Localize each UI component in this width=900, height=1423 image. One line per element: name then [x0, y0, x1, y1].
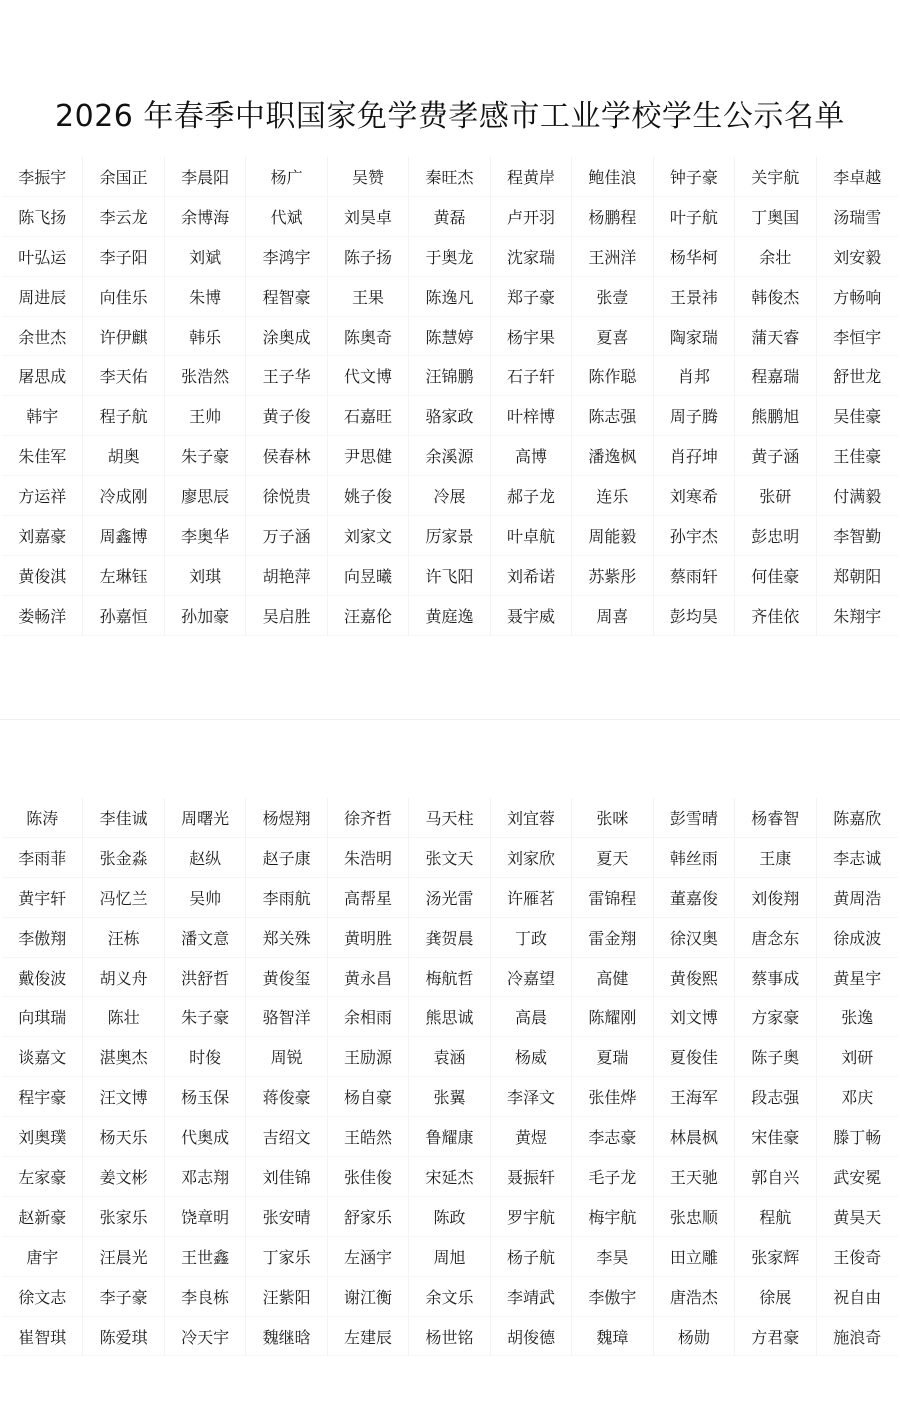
student-name-cell: 向琪瑞 — [2, 997, 83, 1037]
student-name-cell: 胡艳萍 — [246, 556, 327, 596]
student-name-cell: 汪锦鹏 — [409, 356, 490, 396]
student-name-cell: 周能毅 — [572, 516, 653, 556]
student-name-cell: 夏喜 — [572, 317, 653, 357]
student-name-cell: 徐文志 — [2, 1277, 83, 1317]
student-name-cell: 段志强 — [735, 1077, 816, 1117]
student-name-cell: 周曙光 — [165, 798, 246, 838]
student-name-cell: 朱博 — [165, 277, 246, 317]
student-name-cell: 廖思辰 — [165, 476, 246, 516]
student-name-cell: 张逸 — [817, 997, 898, 1037]
student-name-cell: 代斌 — [246, 197, 327, 237]
student-name-cell: 石子轩 — [491, 356, 572, 396]
student-name-cell: 肖孖坤 — [654, 436, 735, 476]
student-name-cell: 李云龙 — [83, 197, 164, 237]
student-name-cell: 刘奥璞 — [2, 1117, 83, 1157]
student-name-cell: 陶家瑞 — [654, 317, 735, 357]
student-name-cell: 时俊 — [165, 1037, 246, 1077]
student-name-cell: 潘逸枫 — [572, 436, 653, 476]
student-name-cell: 夏俊佳 — [654, 1037, 735, 1077]
student-name-cell: 侯春林 — [246, 436, 327, 476]
student-name-cell: 王皓然 — [328, 1117, 409, 1157]
student-name-cell: 宋延杰 — [409, 1157, 490, 1197]
student-name-cell: 魏璋 — [572, 1317, 653, 1357]
student-name-cell: 余相雨 — [328, 997, 409, 1037]
student-name-cell: 谈嘉文 — [2, 1037, 83, 1077]
student-name-cell: 戴俊波 — [2, 958, 83, 998]
student-name-cell: 刘家欣 — [491, 838, 572, 878]
student-name-cell: 吴赞 — [328, 157, 409, 197]
student-name-cell: 方畅响 — [817, 277, 898, 317]
student-name-cell: 王康 — [735, 838, 816, 878]
student-name-cell: 方君豪 — [735, 1317, 816, 1357]
student-name-cell: 胡俊德 — [491, 1317, 572, 1357]
student-name-cell: 李傲宇 — [572, 1277, 653, 1317]
student-name-cell: 李志诚 — [817, 838, 898, 878]
student-name-cell: 张金淼 — [83, 838, 164, 878]
student-name-cell: 王洲洋 — [572, 237, 653, 277]
student-name-cell: 雷锦程 — [572, 878, 653, 918]
student-name-cell: 尹思健 — [328, 436, 409, 476]
student-name-cell: 高健 — [572, 958, 653, 998]
student-name-cell: 张文天 — [409, 838, 490, 878]
student-name-cell: 刘宜蓉 — [491, 798, 572, 838]
student-name-cell: 李卓越 — [817, 157, 898, 197]
student-name-cell: 余文乐 — [409, 1277, 490, 1317]
student-name-cell: 刘昊卓 — [328, 197, 409, 237]
student-name-cell: 黄宇轩 — [2, 878, 83, 918]
student-name-cell: 舒家乐 — [328, 1197, 409, 1237]
student-name-cell: 张家辉 — [735, 1237, 816, 1277]
student-name-cell: 刘研 — [817, 1037, 898, 1077]
student-name-cell: 蔡雨轩 — [654, 556, 735, 596]
student-name-cell: 舒世龙 — [817, 356, 898, 396]
student-name-cell: 王天驰 — [654, 1157, 735, 1197]
student-name-cell: 聂宇威 — [491, 596, 572, 636]
student-name-cell: 许伊麒 — [83, 317, 164, 357]
student-name-cell: 郑子豪 — [491, 277, 572, 317]
student-name-cell: 吉绍文 — [246, 1117, 327, 1157]
student-name-cell: 陈子扬 — [328, 237, 409, 277]
student-name-cell: 洪舒哲 — [165, 958, 246, 998]
student-name-cell: 唐念东 — [735, 918, 816, 958]
student-name-cell: 黄俊玺 — [246, 958, 327, 998]
student-name-cell: 张壹 — [572, 277, 653, 317]
student-name-cell: 董嘉俊 — [654, 878, 735, 918]
student-name-cell: 韩乐 — [165, 317, 246, 357]
student-name-cell: 刘斌 — [165, 237, 246, 277]
student-name-cell: 程黄岸 — [491, 157, 572, 197]
student-name-cell: 刘琪 — [165, 556, 246, 596]
student-name-cell: 于奥龙 — [409, 237, 490, 277]
student-name-cell: 李恒宇 — [817, 317, 898, 357]
student-name-cell: 代文博 — [328, 356, 409, 396]
student-name-cell: 张咪 — [572, 798, 653, 838]
student-name-cell: 关宇航 — [735, 157, 816, 197]
student-name-cell: 赵子康 — [246, 838, 327, 878]
student-name-cell: 李泽文 — [491, 1077, 572, 1117]
student-name-cell: 高博 — [491, 436, 572, 476]
student-name-cell: 周子腾 — [654, 396, 735, 436]
student-name-cell: 汪晨光 — [83, 1237, 164, 1277]
student-name-cell: 陈壮 — [83, 997, 164, 1037]
student-name-cell: 徐成波 — [817, 918, 898, 958]
student-name-cell: 李傲翔 — [2, 918, 83, 958]
student-name-cell: 徐汉奥 — [654, 918, 735, 958]
student-name-cell: 冷展 — [409, 476, 490, 516]
student-name-cell: 杨天乐 — [83, 1117, 164, 1157]
student-name-cell: 冷成刚 — [83, 476, 164, 516]
student-name-cell: 李靖武 — [491, 1277, 572, 1317]
student-name-cell: 代奥成 — [165, 1117, 246, 1157]
student-name-cell: 高晨 — [491, 997, 572, 1037]
student-name-cell: 郑关殊 — [246, 918, 327, 958]
student-name-cell: 彭忠明 — [735, 516, 816, 556]
student-name-cell: 韩宇 — [2, 396, 83, 436]
student-name-cell: 左建辰 — [328, 1317, 409, 1357]
student-name-cell: 夏天 — [572, 838, 653, 878]
student-name-cell: 胡奥 — [83, 436, 164, 476]
student-name-cell: 韩俊杰 — [735, 277, 816, 317]
student-name-cell: 杨自豪 — [328, 1077, 409, 1117]
student-name-cell: 杨勋 — [654, 1317, 735, 1357]
student-name-cell: 张研 — [735, 476, 816, 516]
student-name-cell: 聂振轩 — [491, 1157, 572, 1197]
student-name-cell: 陈作聪 — [572, 356, 653, 396]
student-name-cell: 梅宇航 — [572, 1197, 653, 1237]
student-name-cell: 朱子豪 — [165, 997, 246, 1037]
student-name-cell: 程智豪 — [246, 277, 327, 317]
student-name-cell: 马天柱 — [409, 798, 490, 838]
student-name-cell: 厉家景 — [409, 516, 490, 556]
student-name-cell: 刘家文 — [328, 516, 409, 556]
student-name-cell: 李子豪 — [83, 1277, 164, 1317]
student-name-cell: 余世杰 — [2, 317, 83, 357]
student-name-cell: 陈耀刚 — [572, 997, 653, 1037]
student-name-cell: 屠思成 — [2, 356, 83, 396]
student-name-cell: 陈慧婷 — [409, 317, 490, 357]
student-name-cell: 王俊奇 — [817, 1237, 898, 1277]
student-name-cell: 王励源 — [328, 1037, 409, 1077]
student-name-cell: 万子涵 — [246, 516, 327, 556]
student-name-cell: 邓志翔 — [165, 1157, 246, 1197]
student-name-table-1 — [2, 157, 898, 636]
student-name-cell: 黄俊熙 — [654, 958, 735, 998]
student-name-cell: 钟子豪 — [654, 157, 735, 197]
student-name-cell: 冷嘉望 — [491, 958, 572, 998]
student-name-cell: 鲁耀康 — [409, 1117, 490, 1157]
student-name-cell: 杨威 — [491, 1037, 572, 1077]
student-name-cell: 杨煜翔 — [246, 798, 327, 838]
student-name-cell: 徐齐哲 — [328, 798, 409, 838]
student-name-cell: 方家豪 — [735, 997, 816, 1037]
student-name-cell: 汪嘉伦 — [328, 596, 409, 636]
student-name-cell: 骆智洋 — [246, 997, 327, 1037]
student-name-cell: 袁涵 — [409, 1037, 490, 1077]
student-name-cell: 杨鹏程 — [572, 197, 653, 237]
student-name-cell: 叶卓航 — [491, 516, 572, 556]
student-name-cell: 王景祎 — [654, 277, 735, 317]
student-name-cell: 朱子豪 — [165, 436, 246, 476]
student-name-cell: 向佳乐 — [83, 277, 164, 317]
student-name-cell: 胡义舟 — [83, 958, 164, 998]
student-name-cell: 黄星宇 — [817, 958, 898, 998]
student-name-cell: 刘安毅 — [817, 237, 898, 277]
student-name-cell: 张浩然 — [165, 356, 246, 396]
student-name-cell: 黄昊天 — [817, 1197, 898, 1237]
student-name-cell: 夏瑞 — [572, 1037, 653, 1077]
student-name-cell: 杨广 — [246, 157, 327, 197]
student-name-cell: 王世鑫 — [165, 1237, 246, 1277]
student-name-cell: 卢开羽 — [491, 197, 572, 237]
student-name-cell: 汪栋 — [83, 918, 164, 958]
student-name-cell: 叶弘运 — [2, 237, 83, 277]
student-name-cell: 周进辰 — [2, 277, 83, 317]
student-name-cell: 朱翔宇 — [817, 596, 898, 636]
student-name-cell: 冷天宇 — [165, 1317, 246, 1357]
student-name-cell: 杨玉保 — [165, 1077, 246, 1117]
student-name-cell: 李晨阳 — [165, 157, 246, 197]
student-name-cell: 宋佳豪 — [735, 1117, 816, 1157]
student-name-cell: 王子华 — [246, 356, 327, 396]
document-title: 2026 年春季中职国家免学费孝感市工业学校学生公示名单 — [55, 99, 845, 135]
student-name-cell: 饶章明 — [165, 1197, 246, 1237]
student-name-cell: 陈政 — [409, 1197, 490, 1237]
student-name-cell: 张安晴 — [246, 1197, 327, 1237]
student-name-cell: 李雨航 — [246, 878, 327, 918]
student-name-cell: 刘文博 — [654, 997, 735, 1037]
student-name-cell: 李良栋 — [165, 1277, 246, 1317]
student-name-cell: 吴启胜 — [246, 596, 327, 636]
student-name-cell: 滕丁畅 — [817, 1117, 898, 1157]
student-name-cell: 林晨枫 — [654, 1117, 735, 1157]
student-name-cell: 叶子航 — [654, 197, 735, 237]
student-name-cell: 杨世铭 — [409, 1317, 490, 1357]
student-name-cell: 李天佑 — [83, 356, 164, 396]
student-name-cell: 冯忆兰 — [83, 878, 164, 918]
student-name-cell: 张家乐 — [83, 1197, 164, 1237]
student-name-cell: 梅航哲 — [409, 958, 490, 998]
student-name-cell: 郝子龙 — [491, 476, 572, 516]
student-name-cell: 许雁茗 — [491, 878, 572, 918]
student-name-cell: 杨宇果 — [491, 317, 572, 357]
student-name-cell: 陈子奥 — [735, 1037, 816, 1077]
student-name-cell: 左琳钰 — [83, 556, 164, 596]
student-name-cell: 崔智琪 — [2, 1317, 83, 1357]
student-name-cell: 余国正 — [83, 157, 164, 197]
student-name-cell: 程子航 — [83, 396, 164, 436]
student-name-cell: 李雨菲 — [2, 838, 83, 878]
student-name-cell: 李振宇 — [2, 157, 83, 197]
student-name-cell: 余溪源 — [409, 436, 490, 476]
student-name-cell: 黄庭逸 — [409, 596, 490, 636]
student-name-cell: 汪紫阳 — [246, 1277, 327, 1317]
student-name-cell: 蒲天睿 — [735, 317, 816, 357]
student-name-cell: 石嘉旺 — [328, 396, 409, 436]
student-name-cell: 方运祥 — [2, 476, 83, 516]
student-name-cell: 程航 — [735, 1197, 816, 1237]
student-name-cell: 吴帅 — [165, 878, 246, 918]
student-name-cell: 王佳豪 — [817, 436, 898, 476]
student-name-cell: 高帮星 — [328, 878, 409, 918]
student-name-cell: 郑朝阳 — [817, 556, 898, 596]
student-name-cell: 周鑫博 — [83, 516, 164, 556]
student-name-cell: 汪文博 — [83, 1077, 164, 1117]
student-name-cell: 蒋俊豪 — [246, 1077, 327, 1117]
student-name-cell: 张佳烨 — [572, 1077, 653, 1117]
student-name-cell: 黄子涵 — [735, 436, 816, 476]
student-name-cell: 唐浩杰 — [654, 1277, 735, 1317]
student-name-cell: 邓庆 — [817, 1077, 898, 1117]
student-name-cell: 余壮 — [735, 237, 816, 277]
student-name-cell: 何佳豪 — [735, 556, 816, 596]
student-name-cell: 刘寒希 — [654, 476, 735, 516]
student-name-cell: 李智勤 — [817, 516, 898, 556]
student-name-cell: 徐展 — [735, 1277, 816, 1317]
student-name-cell: 齐佳依 — [735, 596, 816, 636]
student-name-cell: 肖邦 — [654, 356, 735, 396]
student-name-cell: 祝自由 — [817, 1277, 898, 1317]
student-name-cell: 汤瑞雪 — [817, 197, 898, 237]
student-name-cell: 陈志强 — [572, 396, 653, 436]
student-name-cell: 毛子龙 — [572, 1157, 653, 1197]
student-name-cell: 杨睿智 — [735, 798, 816, 838]
student-name-cell: 刘俊翔 — [735, 878, 816, 918]
student-name-cell: 李昊 — [572, 1237, 653, 1277]
student-name-cell: 谢江衡 — [328, 1277, 409, 1317]
student-name-cell: 连乐 — [572, 476, 653, 516]
student-name-cell: 彭均昊 — [654, 596, 735, 636]
student-name-cell: 陈涛 — [2, 798, 83, 838]
student-name-cell: 武安冕 — [817, 1157, 898, 1197]
student-name-cell: 余博海 — [165, 197, 246, 237]
student-name-cell: 向昱曦 — [328, 556, 409, 596]
student-name-cell: 刘佳锦 — [246, 1157, 327, 1197]
student-name-cell: 龚贺晨 — [409, 918, 490, 958]
student-name-cell: 姚子俊 — [328, 476, 409, 516]
student-name-cell: 吴佳豪 — [817, 396, 898, 436]
student-name-cell: 许飞阳 — [409, 556, 490, 596]
student-name-cell: 湛奥杰 — [83, 1037, 164, 1077]
student-name-cell: 汤光雷 — [409, 878, 490, 918]
student-name-cell: 付满毅 — [817, 476, 898, 516]
student-name-cell: 刘嘉豪 — [2, 516, 83, 556]
student-name-cell: 周旭 — [409, 1237, 490, 1277]
student-name-cell: 韩丝雨 — [654, 838, 735, 878]
student-name-cell: 朱浩明 — [328, 838, 409, 878]
student-name-cell: 姜文彬 — [83, 1157, 164, 1197]
student-name-cell: 黄永昌 — [328, 958, 409, 998]
student-name-cell: 黄磊 — [409, 197, 490, 237]
student-name-cell: 李奥华 — [165, 516, 246, 556]
student-name-cell: 熊鹏旭 — [735, 396, 816, 436]
student-name-cell: 刘希诺 — [491, 556, 572, 596]
student-name-cell: 唐宇 — [2, 1237, 83, 1277]
student-name-cell: 李子阳 — [83, 237, 164, 277]
student-name-table-2 — [2, 798, 898, 1356]
student-name-cell: 田立雕 — [654, 1237, 735, 1277]
student-name-cell: 李佳诚 — [83, 798, 164, 838]
student-name-cell: 王海军 — [654, 1077, 735, 1117]
student-name-cell: 杨子航 — [491, 1237, 572, 1277]
student-name-cell: 孙宇杰 — [654, 516, 735, 556]
student-name-cell: 陈奥奇 — [328, 317, 409, 357]
student-name-cell: 彭雪晴 — [654, 798, 735, 838]
student-name-cell: 苏紫彤 — [572, 556, 653, 596]
student-name-cell: 王果 — [328, 277, 409, 317]
student-name-cell: 徐悦贵 — [246, 476, 327, 516]
student-name-cell: 丁奥国 — [735, 197, 816, 237]
student-name-cell: 陈逸凡 — [409, 277, 490, 317]
student-name-cell: 黄周浩 — [817, 878, 898, 918]
section-divider — [0, 719, 900, 720]
student-name-cell: 陈飞扬 — [2, 197, 83, 237]
student-name-cell: 骆家政 — [409, 396, 490, 436]
student-name-cell: 孙加豪 — [165, 596, 246, 636]
student-name-cell: 赵纵 — [165, 838, 246, 878]
student-name-cell: 罗宇航 — [491, 1197, 572, 1237]
student-name-cell: 陈嘉欣 — [817, 798, 898, 838]
student-name-cell: 黄明胜 — [328, 918, 409, 958]
student-name-cell: 涂奥成 — [246, 317, 327, 357]
student-name-cell: 朱佳军 — [2, 436, 83, 476]
student-name-cell: 周锐 — [246, 1037, 327, 1077]
student-name-cell: 秦旺杰 — [409, 157, 490, 197]
student-name-cell: 叶梓博 — [491, 396, 572, 436]
student-name-cell: 魏继晗 — [246, 1317, 327, 1357]
student-name-cell: 左涵宇 — [328, 1237, 409, 1277]
student-name-cell: 张佳俊 — [328, 1157, 409, 1197]
student-name-cell: 郭自兴 — [735, 1157, 816, 1197]
student-name-cell: 孙嘉恒 — [83, 596, 164, 636]
student-name-cell: 左家豪 — [2, 1157, 83, 1197]
student-name-cell: 沈家瑞 — [491, 237, 572, 277]
student-name-cell: 丁政 — [491, 918, 572, 958]
student-name-cell: 潘文意 — [165, 918, 246, 958]
student-name-cell: 蔡事成 — [735, 958, 816, 998]
student-name-cell: 黄煜 — [491, 1117, 572, 1157]
student-name-cell: 陈爱琪 — [83, 1317, 164, 1357]
student-name-cell: 李鸿宇 — [246, 237, 327, 277]
student-name-cell: 张忠顺 — [654, 1197, 735, 1237]
student-name-cell: 黄俊淇 — [2, 556, 83, 596]
student-name-cell: 娄畅洋 — [2, 596, 83, 636]
student-name-cell: 周喜 — [572, 596, 653, 636]
student-name-cell: 熊思诚 — [409, 997, 490, 1037]
student-name-cell: 黄子俊 — [246, 396, 327, 436]
student-name-cell: 赵新豪 — [2, 1197, 83, 1237]
student-name-cell: 鲍佳浪 — [572, 157, 653, 197]
student-name-cell: 丁家乐 — [246, 1237, 327, 1277]
student-name-cell: 雷金翔 — [572, 918, 653, 958]
student-name-cell: 程嘉瑞 — [735, 356, 816, 396]
student-name-cell: 程宇豪 — [2, 1077, 83, 1117]
student-name-cell: 张翼 — [409, 1077, 490, 1117]
student-name-cell: 李志豪 — [572, 1117, 653, 1157]
student-name-cell: 王帅 — [165, 396, 246, 436]
student-name-cell: 杨华柯 — [654, 237, 735, 277]
student-name-cell: 施浪奇 — [817, 1317, 898, 1357]
